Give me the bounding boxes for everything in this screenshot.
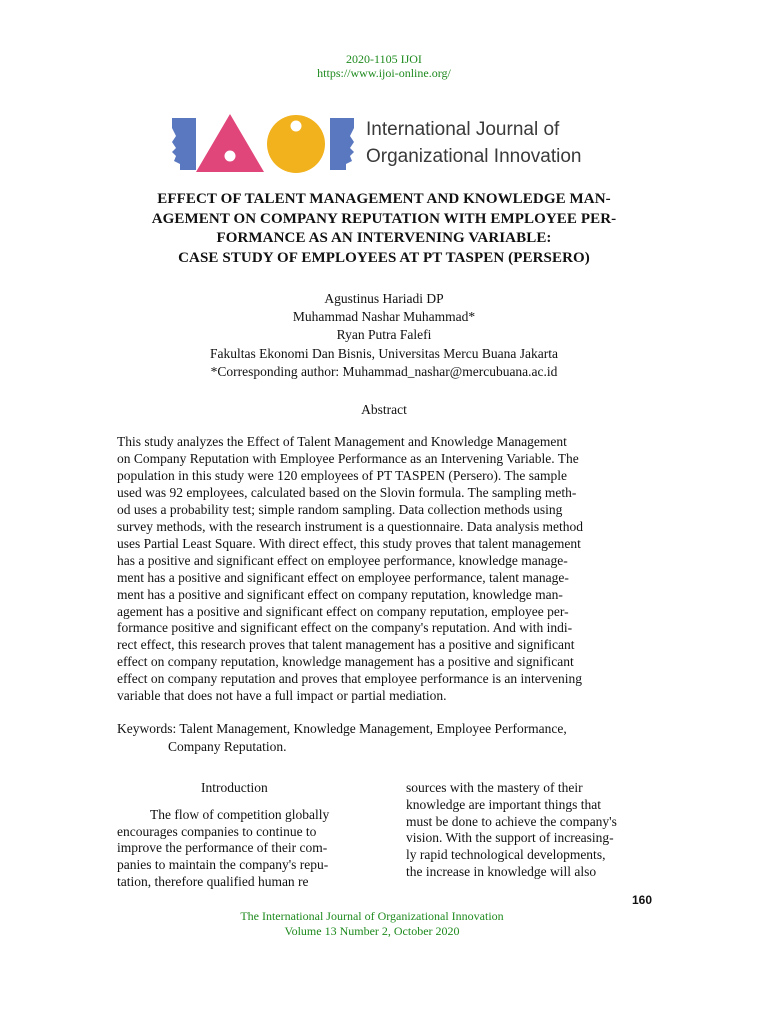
- abstract-heading: Abstract: [361, 402, 407, 417]
- footer-volume: Volume 13 Number 2, October 2020: [284, 924, 460, 938]
- author-affiliation: Fakultas Ekonomi Dan Bisnis, Universitas Mercu Buana Jakarta: [210, 345, 558, 361]
- abstract-line: effect on company reputation and proves that employee performance is an intervening: [117, 671, 582, 687]
- body-line: improve the performance of their com-: [117, 840, 328, 856]
- body-line: panies to maintain the company's repu-: [117, 857, 329, 873]
- logo-wordmark: [366, 116, 606, 170]
- body-line: tation, therefore qualified human re: [117, 873, 309, 889]
- author-name: Ryan Putra Falefi: [336, 327, 432, 343]
- journal-logo: [168, 112, 608, 176]
- author-name: Agustinus Hariadi DP: [324, 291, 444, 306]
- introduction-heading: Introduction: [201, 780, 268, 795]
- abstract-body: [117, 434, 657, 705]
- body-line: ly rapid technological developments,: [406, 847, 606, 863]
- abstract-line: ment has a positive and significant effect on company reputation, knowledge man-: [117, 586, 563, 602]
- abstract-line: variable that does not have a full impact or partial mediation.: [117, 688, 447, 704]
- paper-title: [100, 190, 668, 268]
- abstract-line: agement has a positive and significant effect on company reputation, employee per-: [117, 603, 569, 619]
- corresponding-author: *Corresponding author: Muhammad_nashar@mercubuana.ac.id: [210, 363, 558, 379]
- keywords: [117, 720, 657, 755]
- author-name: Muhammad Nashar Muhammad*: [292, 309, 476, 325]
- left-column: [117, 780, 367, 891]
- abstract-line: effect on company reputation, knowledge management has a positive and significant: [117, 654, 574, 670]
- body-line: encourages companies to continue to: [117, 823, 317, 839]
- abstract-line: has a positive and significant effect on employee performance, knowledge manage-: [117, 552, 568, 568]
- body-line: sources with the mastery of their: [406, 780, 583, 795]
- page-number: 160: [631, 893, 652, 907]
- abstract-line: population in this study were 120 employees of PT TASPEN (Persero). The sample: [117, 467, 567, 483]
- title-line: CASE STUDY OF EMPLOYEES AT PT TASPEN (PERSERO): [178, 249, 590, 266]
- abstract-line: uses Partial Least Square. With direct effect, this study proves that talent management: [117, 535, 581, 551]
- journal-url[interactable]: https://www.ijoi-online.org/: [317, 66, 451, 80]
- body-line: knowledge are important things that: [406, 796, 601, 812]
- abstract-line: on Company Reputation with Employee Performance as an Intervening Variable. The: [117, 450, 579, 466]
- body-line: vision. With the support of increasing-: [406, 830, 614, 846]
- logo-line-2: Organizational Innovation: [366, 146, 582, 167]
- abstract-line: od uses a probability test; simple random sampling. Data collection methods using: [117, 501, 563, 517]
- abstract-line: rect effect, this research proves that talent management has a positive and significant: [117, 637, 575, 653]
- right-column: [406, 780, 656, 881]
- abstract-line: ment has a positive and significant effect on employee performance, talent manage-: [117, 569, 569, 585]
- abstract-line: survey methods, with the research instrument is a questionnaire. Data analysis method: [117, 518, 584, 534]
- title-line: EFFECT OF TALENT MANAGEMENT AND KNOWLEDGE MAN-: [157, 191, 611, 207]
- logo-line-1: International Journal of: [366, 119, 560, 140]
- ijoi-logo-mark-icon: [168, 112, 358, 176]
- author-block: [100, 290, 668, 381]
- keywords-line: Company Reputation.: [168, 738, 287, 754]
- keywords-line: Keywords: Talent Management, Knowledge Management, Employee Performance,: [117, 721, 567, 736]
- title-line: AGEMENT ON COMPANY REPUTATION WITH EMPLOYEE PER-: [151, 210, 617, 227]
- abstract-line: used was 92 employees, calculated based on the Slovin formula. The sampling meth-: [117, 484, 577, 500]
- body-line: The flow of competition globally: [150, 806, 330, 822]
- footer-journal-name: The International Journal of Organizational Innovation: [240, 909, 504, 923]
- body-line: must be done to achieve the company's: [406, 813, 617, 829]
- journal-code: 2020-1105 IJOI: [346, 52, 422, 66]
- title-line: FORMANCE AS AN INTERVENING VARIABLE:: [216, 230, 552, 246]
- abstract-line: This study analyzes the Effect of Talent Management and Knowledge Management: [117, 434, 567, 449]
- body-line: the increase in knowledge will also: [406, 863, 597, 879]
- abstract-line: formance positive and significant effect on the company's reputation. And with indi-: [117, 620, 573, 636]
